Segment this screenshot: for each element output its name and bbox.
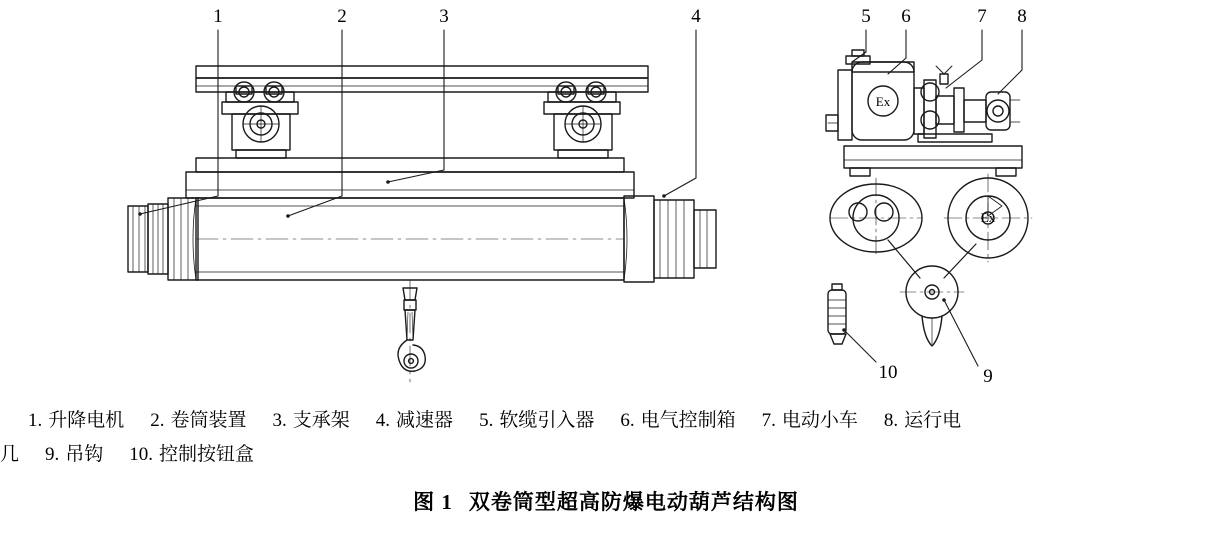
legend-item-1 bbox=[28, 404, 124, 438]
electric-control-box bbox=[826, 62, 914, 140]
legend-label-3: 支承架 bbox=[292, 410, 350, 431]
callout-2: 2 bbox=[337, 6, 347, 27]
hook-left-view bbox=[398, 280, 425, 382]
hook-block-end-view bbox=[888, 240, 976, 346]
legend-item-3 bbox=[273, 404, 350, 438]
legend-label-9: 吊钩 bbox=[65, 444, 104, 465]
figure-caption-text: 双卷筒型超高防爆电动葫芦结构图 bbox=[468, 490, 799, 514]
legend-num-9: 9. bbox=[45, 444, 60, 465]
legend-item-9 bbox=[45, 438, 103, 472]
legend bbox=[0, 404, 1212, 472]
legend-num-5: 5. bbox=[479, 410, 494, 431]
callout-labels bbox=[213, 6, 1027, 387]
legend-item-8 bbox=[884, 404, 961, 438]
legend-label-7: 电动小车 bbox=[781, 410, 858, 431]
trolley-right bbox=[544, 82, 620, 158]
legend-item-2 bbox=[150, 404, 246, 438]
callout-1: 1 bbox=[213, 6, 223, 27]
legend-num-7: 7. bbox=[761, 410, 776, 431]
travel-drive bbox=[914, 66, 1020, 142]
callout-9: 9 bbox=[983, 366, 993, 387]
legend-label-10: 控制按钮盒 bbox=[159, 444, 255, 465]
legend-label-2: 卷筒装置 bbox=[170, 410, 247, 431]
support-frame-top bbox=[196, 158, 624, 172]
callout-10: 10 bbox=[878, 362, 898, 383]
pendant-control-box bbox=[828, 284, 846, 344]
legend-label-5: 软缆引入器 bbox=[499, 410, 595, 431]
end-carriage-beam bbox=[844, 146, 1022, 168]
legend-num-3: 3. bbox=[272, 410, 287, 431]
callout-5: 5 bbox=[861, 6, 871, 27]
trolley-left bbox=[222, 82, 298, 158]
legend-line-2 bbox=[0, 438, 1212, 472]
beam-top-flange bbox=[196, 66, 648, 78]
ex-mark-control-box: Ex bbox=[875, 94, 891, 109]
callout-4: 4 bbox=[691, 6, 701, 27]
legend-item-7 bbox=[762, 404, 858, 438]
legend-line-1 bbox=[0, 404, 1212, 438]
leader-arrowheads bbox=[138, 180, 946, 332]
figure-caption bbox=[0, 486, 1212, 516]
callout-7: 7 bbox=[977, 6, 987, 27]
legend-num-1: 1. bbox=[28, 410, 43, 431]
legend-num-2: 2. bbox=[150, 410, 165, 431]
legend-num-8: 8. bbox=[883, 410, 899, 431]
legend-label-8: 运行电 bbox=[904, 410, 962, 431]
legend-label-4: 减速器 bbox=[396, 410, 454, 431]
legend-label-6: 电气控制箱 bbox=[640, 410, 736, 431]
reducer bbox=[624, 196, 716, 282]
legend-num-6: 6. bbox=[620, 410, 635, 431]
callout-3: 3 bbox=[439, 6, 449, 27]
support-frame-plate bbox=[186, 172, 634, 198]
legend-num-4: 4. bbox=[375, 410, 391, 431]
legend-num-10: 10. bbox=[129, 444, 154, 465]
drum-end-left bbox=[830, 178, 922, 258]
legend-label-1: 升降电机 bbox=[48, 410, 125, 431]
legend-item-8-cont bbox=[0, 438, 19, 472]
callout-6: 6 bbox=[901, 6, 911, 27]
figure-number: 图 1 bbox=[413, 490, 453, 514]
hoist-motor bbox=[128, 198, 198, 280]
legend-item-4 bbox=[376, 404, 453, 438]
legend-item-10 bbox=[129, 438, 254, 472]
ex-mark-motor: Ex bbox=[980, 210, 996, 225]
legend-label-8-cont: 几 bbox=[0, 444, 20, 465]
legend-item-6 bbox=[620, 404, 735, 438]
callout-8: 8 bbox=[1017, 6, 1027, 27]
legend-item-5 bbox=[479, 404, 594, 438]
